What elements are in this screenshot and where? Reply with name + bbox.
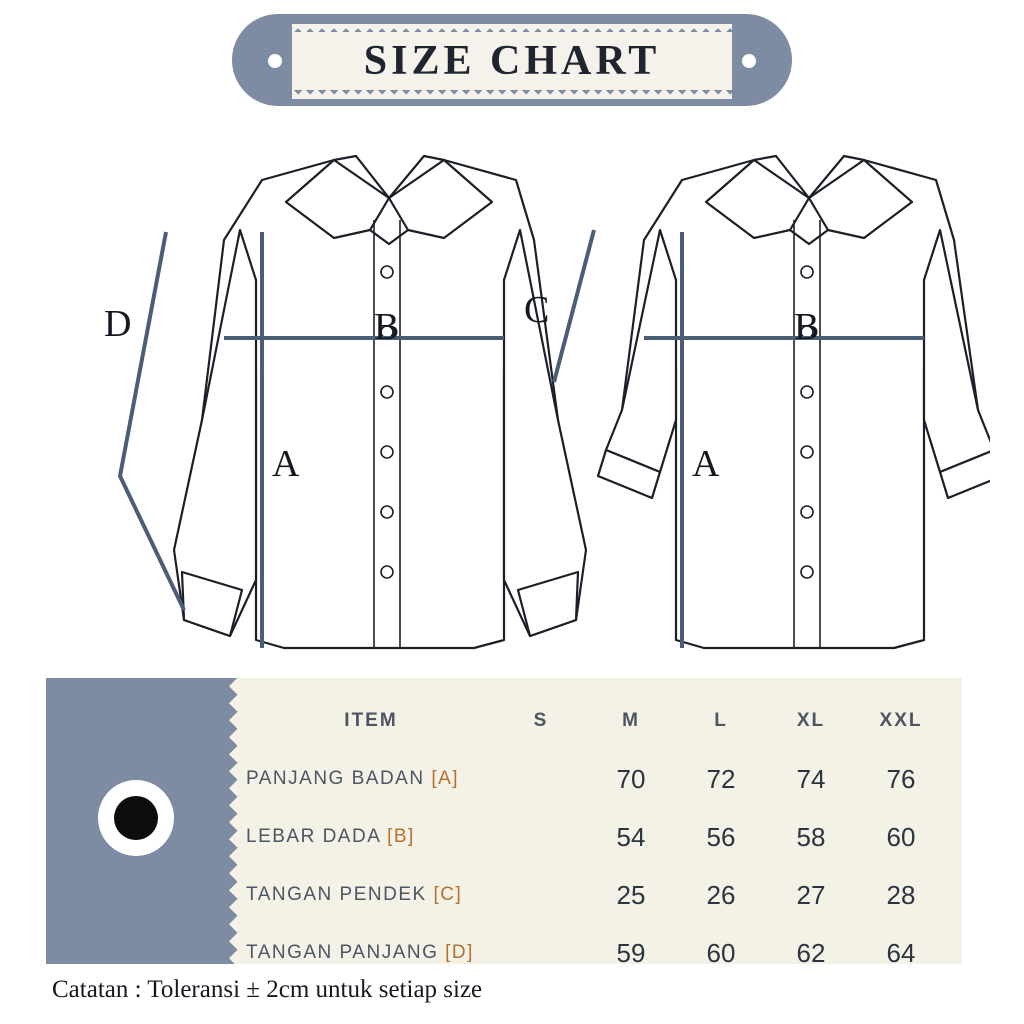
- col-head-s: S: [533, 710, 549, 731]
- cell-xxl: 28: [886, 879, 916, 910]
- table-row: [246, 808, 946, 866]
- cell-s: [496, 750, 586, 808]
- row-label-tangan-panjang: [246, 924, 496, 982]
- cell-xxl: 64: [886, 937, 916, 968]
- row-label-lebar-dada: [246, 808, 496, 866]
- row-label-panjang-badan: [246, 750, 496, 808]
- row-label-code: [B]: [387, 826, 415, 847]
- cell-xxl: 76: [886, 763, 916, 794]
- label-C: C: [524, 289, 550, 331]
- cell-m: 70: [616, 763, 646, 794]
- cell-l: 56: [706, 821, 736, 852]
- banner-zigzag-bottom: [292, 90, 732, 99]
- cell-s: [496, 866, 586, 924]
- row-label-text: TANGAN PANJANG: [246, 942, 439, 963]
- row-label-text: LEBAR DADA: [246, 826, 381, 847]
- cell-xl: 62: [796, 937, 826, 968]
- label-D: D: [104, 303, 132, 345]
- cell-xl: 58: [796, 821, 826, 852]
- short-sleeve-shirt-drawing: [554, 156, 990, 648]
- cell-m: 59: [616, 937, 646, 968]
- shirt-diagram-svg: [34, 120, 990, 680]
- cell-s: [496, 808, 586, 866]
- page-title: SIZE CHART: [363, 38, 661, 84]
- row-label-text: TANGAN PENDEK: [246, 884, 427, 905]
- row-label-text: PANJANG BADAN: [246, 768, 425, 789]
- cell-l: 60: [706, 937, 736, 968]
- label-B-long: B: [374, 306, 400, 348]
- cell-xl: 74: [796, 763, 826, 794]
- cell-xl: 27: [796, 879, 826, 910]
- banner-hole-right-icon: [742, 54, 756, 68]
- cell-m: 54: [616, 821, 646, 852]
- table-row: [246, 924, 946, 982]
- cell-xxl: 60: [886, 821, 916, 852]
- banner-hole-left-icon: [268, 54, 282, 68]
- tag-teeth: [218, 678, 240, 964]
- label-A-short: A: [692, 443, 720, 485]
- col-head-xxl: XXL: [879, 710, 923, 731]
- cell-s: [496, 924, 586, 982]
- row-label-code: [D]: [445, 942, 474, 963]
- col-head-m: M: [622, 710, 640, 731]
- label-A-long: A: [272, 443, 300, 485]
- title-banner: [232, 14, 792, 106]
- cell-m: 25: [616, 879, 646, 910]
- measurements-table: [246, 692, 946, 982]
- row-label-code: [C]: [433, 884, 463, 905]
- shirt-illustrations: [34, 120, 990, 680]
- table-row: [246, 866, 946, 924]
- label-B-short: B: [794, 306, 820, 348]
- long-sleeve-shirt-drawing: [120, 156, 586, 648]
- tolerance-note: Catatan : Toleransi ± 2cm untuk setiap size: [52, 976, 483, 1003]
- col-head-item: ITEM: [344, 710, 398, 731]
- cell-l: 26: [706, 879, 736, 910]
- table-header-row: [246, 692, 946, 750]
- col-head-xl: XL: [796, 710, 826, 731]
- size-table: [46, 678, 962, 968]
- row-label-code: [A]: [431, 768, 460, 789]
- table-row: [246, 750, 946, 808]
- col-head-l: L: [714, 710, 728, 731]
- row-label-tangan-pendek: [246, 866, 496, 924]
- cell-l: 72: [706, 763, 736, 794]
- tag-eyelet-inner-icon: [114, 796, 158, 840]
